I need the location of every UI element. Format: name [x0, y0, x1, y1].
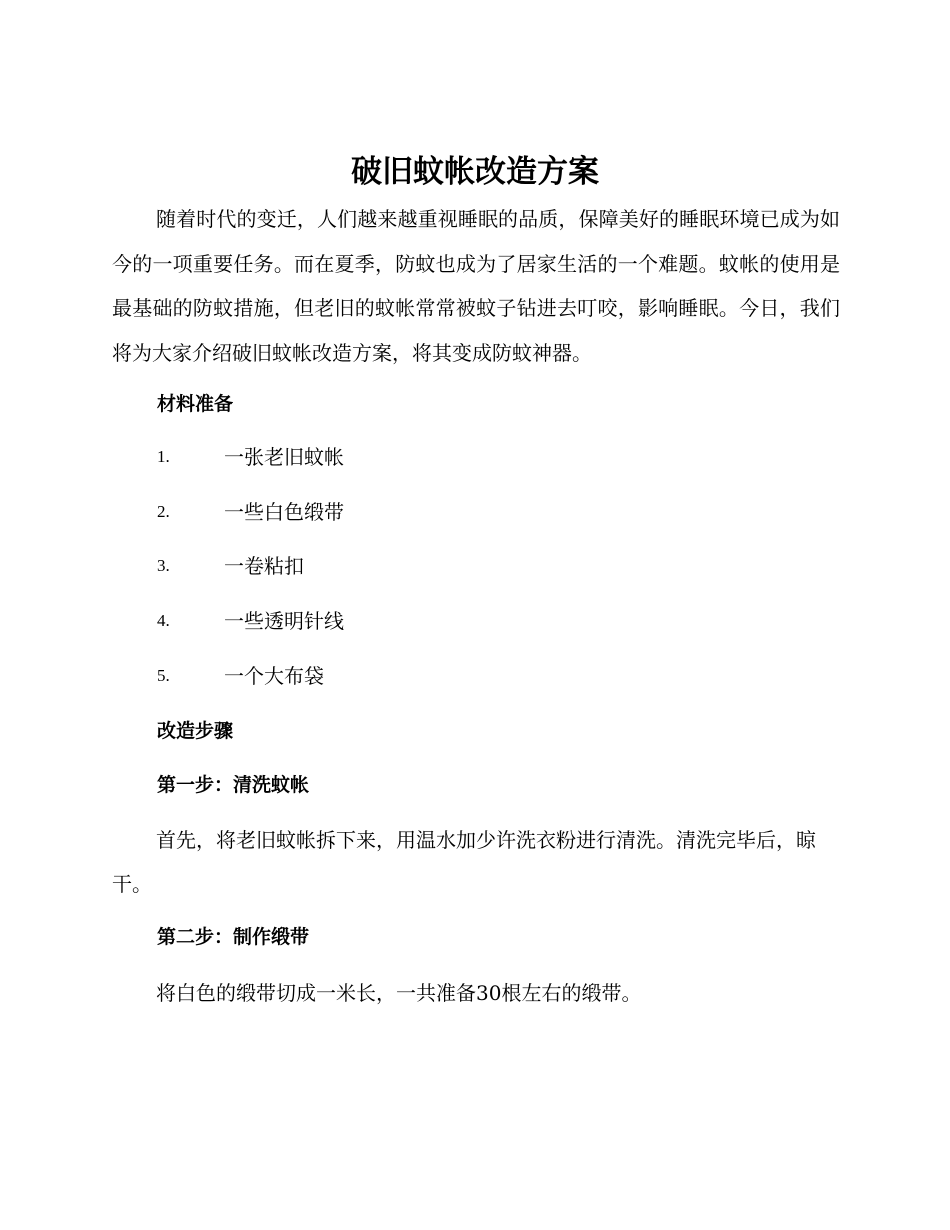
list-item-text: 一卷粘扣	[224, 554, 304, 578]
list-item	[157, 551, 757, 581]
intro-paragraph: 随着时代的变迁，人们越来越重视睡眠的品质，保障美好的睡眠环境已成为如今的一项重要任务。而在夏季，防蚊也成为了居家生活的一个难题。蚊帐的使用是最基础的防蚊措施，但老旧的蚊帐常常被蚊子钻进去叮咬，影响睡眠。今日，我们将为大家介绍破旧蚊帐改造方案，将其变成防蚊神器。	[112, 207, 840, 365]
step-paragraph: 将白色的缎带切成一米长，一共准备30根左右的缎带。	[156, 981, 642, 1005]
list-item-text: 一些透明针线	[224, 609, 344, 633]
steps-heading: 改造步骤	[157, 720, 234, 742]
list-item-number: 3.	[157, 556, 170, 575]
list-item-number: 4.	[157, 611, 170, 630]
step-paragraph: 首先，将老旧蚊帐拆下来，用温水加少许洗衣粉进行清洗。清洗完毕后，晾干。	[112, 828, 816, 896]
list-item	[157, 606, 757, 636]
list-item-number: 2.	[157, 502, 170, 521]
list-item	[157, 442, 757, 472]
document-title: 破旧蚊帐改造方案	[351, 154, 599, 190]
list-item-text: 一个大布袋	[224, 664, 324, 688]
step-heading: 第二步：制作缎带	[157, 926, 310, 948]
list-item	[157, 661, 757, 691]
list-item	[157, 497, 757, 527]
list-item-number: 1.	[157, 447, 170, 466]
list-item-text: 一些白色缎带	[224, 500, 344, 524]
step-heading: 第一步：清洗蚊帐	[157, 774, 310, 796]
materials-heading: 材料准备	[157, 393, 234, 415]
list-item-number: 5.	[157, 666, 170, 685]
list-item-text: 一张老旧蚊帐	[224, 445, 344, 469]
